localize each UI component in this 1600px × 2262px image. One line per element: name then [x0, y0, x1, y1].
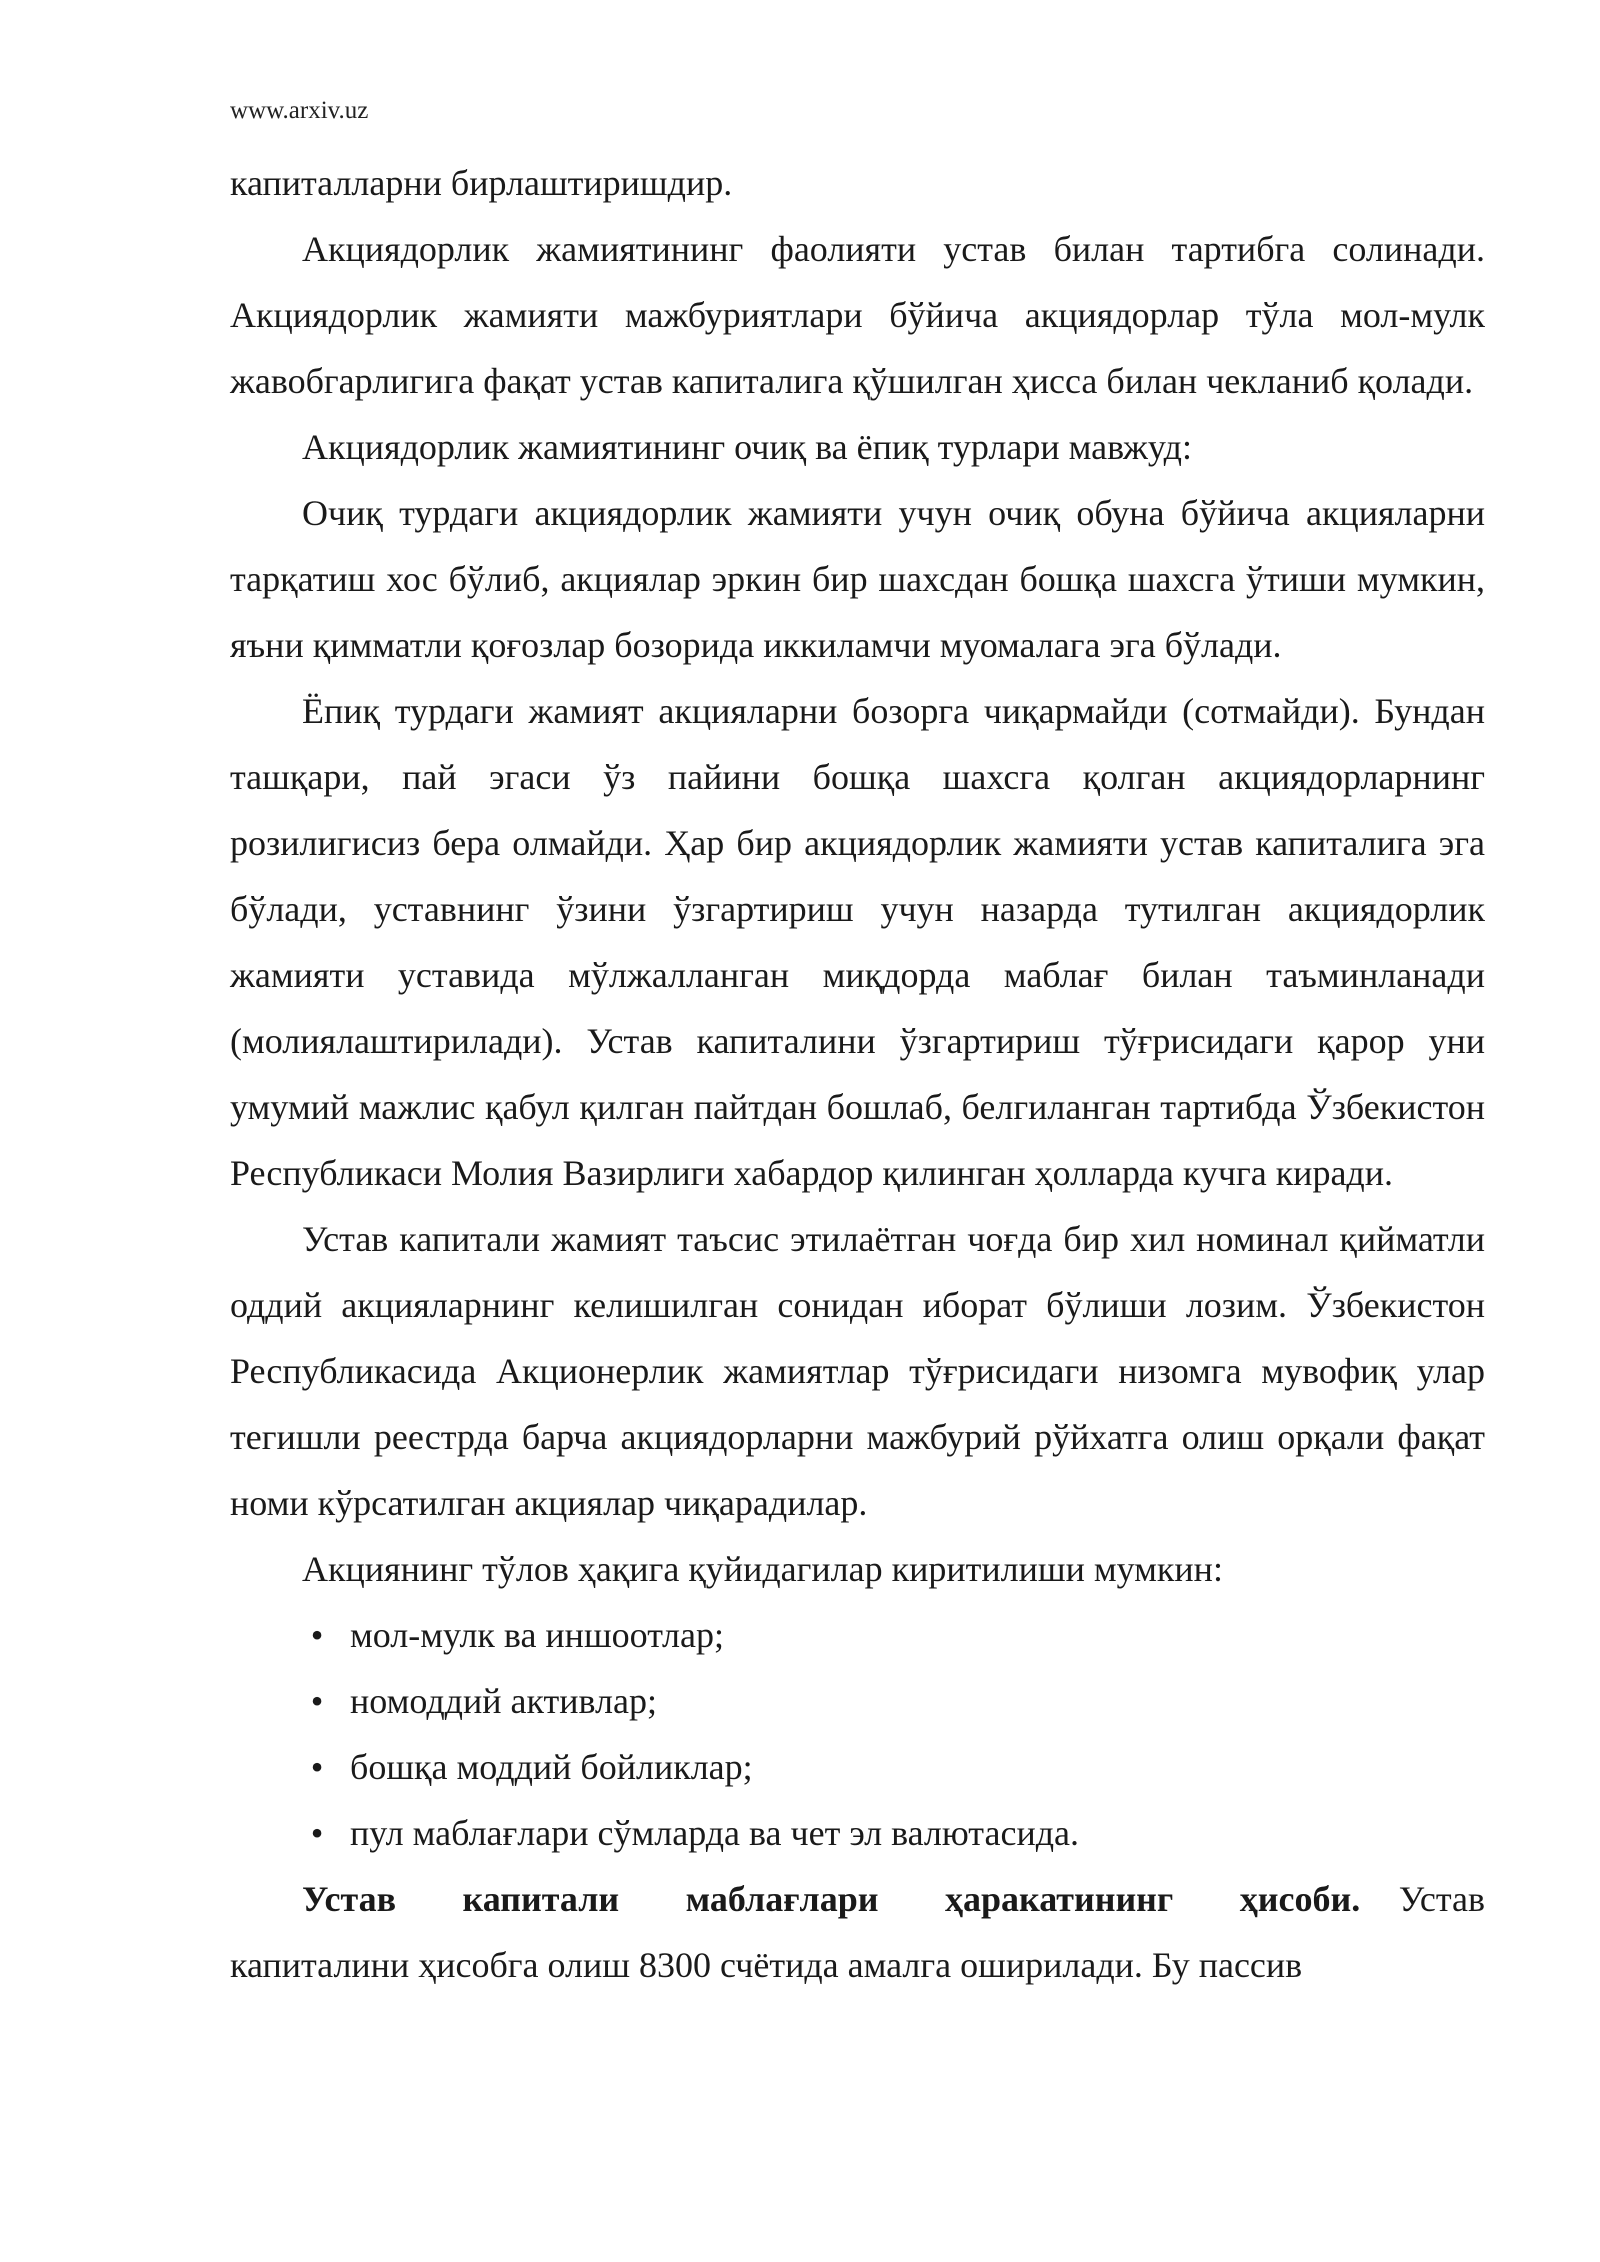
bullet-icon: • [310, 1813, 324, 1853]
paragraph-types: Акциядорлик жамиятининг очиқ ва ёпиқ турлари мавжуд: [302, 427, 1192, 467]
list-item [230, 1668, 1485, 1734]
document-body [230, 150, 1485, 1998]
list-item-text: бошқа моддий бойликлар; [350, 1747, 753, 1787]
paragraph-continuation: капиталларни бирлаштиришдир. [230, 163, 733, 203]
bullet-icon: • [310, 1681, 324, 1721]
list-item-text: мол-мулк ва иншоотлар; [350, 1615, 724, 1655]
paragraph-charter: Акциядорлик жамиятининг фаолияти устав билан тартибга солинади. Акциядорлик жамияти мажбуриятлари бўйича акциядорлар тўла мол-мулк жавобгарлигига фақат устав капиталига қўшилган ҳисса билан чекланиб қолади. [230, 229, 1485, 401]
list-item-text: пул маблағлари сўмларда ва чет эл валютасида. [350, 1813, 1079, 1853]
list-item [230, 1602, 1485, 1668]
paragraph-payment-intro: Акциянинг тўлов ҳақига қуйидагилар киритилиши мумкин: [302, 1549, 1223, 1589]
paragraph-closed-type: Ёпиқ турдаги жамият акцияларни бозорга чиқармайди (сотмайди). Бундан ташқари, пай эгаси ўз пайини бошқа шахсга қолган акциядорларнинг розилигисиз бера олмайди. Ҳар бир акциядорлик жамияти устав капиталига эга бўлади, уставнинг ўзини ўзгартириш учун назарда тутилган акциядорлик жамияти уставида мўлжалланган миқдорда маблағ билан таъминланади (молиялаштирилади). Устав капиталини ўзгартириш тўғрисидаги қарор уни умумий мажлис қабул қилган пайтдан бошлаб, белгиланган тартибда Ўзбекистон Республикаси Молия Вазирлиги хабардор қилинган ҳолларда кучга киради. [230, 691, 1485, 1193]
payment-list [230, 1602, 1485, 1866]
paragraph-charter-capital: Устав капитали жамият таъсис этилаётган чоғда бир хил номинал қийматли оддий акцияларнинг келишилган сонидан иборат бўлиши лозим. Ўзбекистон Республикасида Акционерлик жамиятлар тўғрисидаги низомга мувофиқ улар тегишли реестрда барча акциядорларни мажбурий рўйхатга олиш орқали фақат номи кўрсатилган акциялар чиқарадилар. [230, 1219, 1485, 1523]
list-item [230, 1800, 1485, 1866]
paragraph-accounting [230, 1866, 1485, 1998]
paragraph-open-type: Очиқ турдаги акциядорлик жамияти учун очиқ обуна бўйича акцияларни тарқатиш хос бўлиб, акциялар эркин бир шахсдан бошқа шахсга ўтиши мумкин, яъни қимматли қоғозлар бозорида иккиламчи муомалага эга бўлади. [230, 493, 1485, 665]
list-item-text: номоддий активлар; [350, 1681, 657, 1721]
bullet-icon: • [310, 1747, 324, 1787]
header-url: www.arxiv.uz [230, 97, 369, 124]
bullet-icon: • [310, 1615, 324, 1655]
section-text: Устав капиталини ҳисобга олиш 8300 счётида амалга оширилади. Бу пассив [230, 1879, 1485, 1985]
list-item [230, 1734, 1485, 1800]
section-heading: Устав капитали маблағлари ҳаракатининг ҳисоби. [302, 1879, 1361, 1919]
